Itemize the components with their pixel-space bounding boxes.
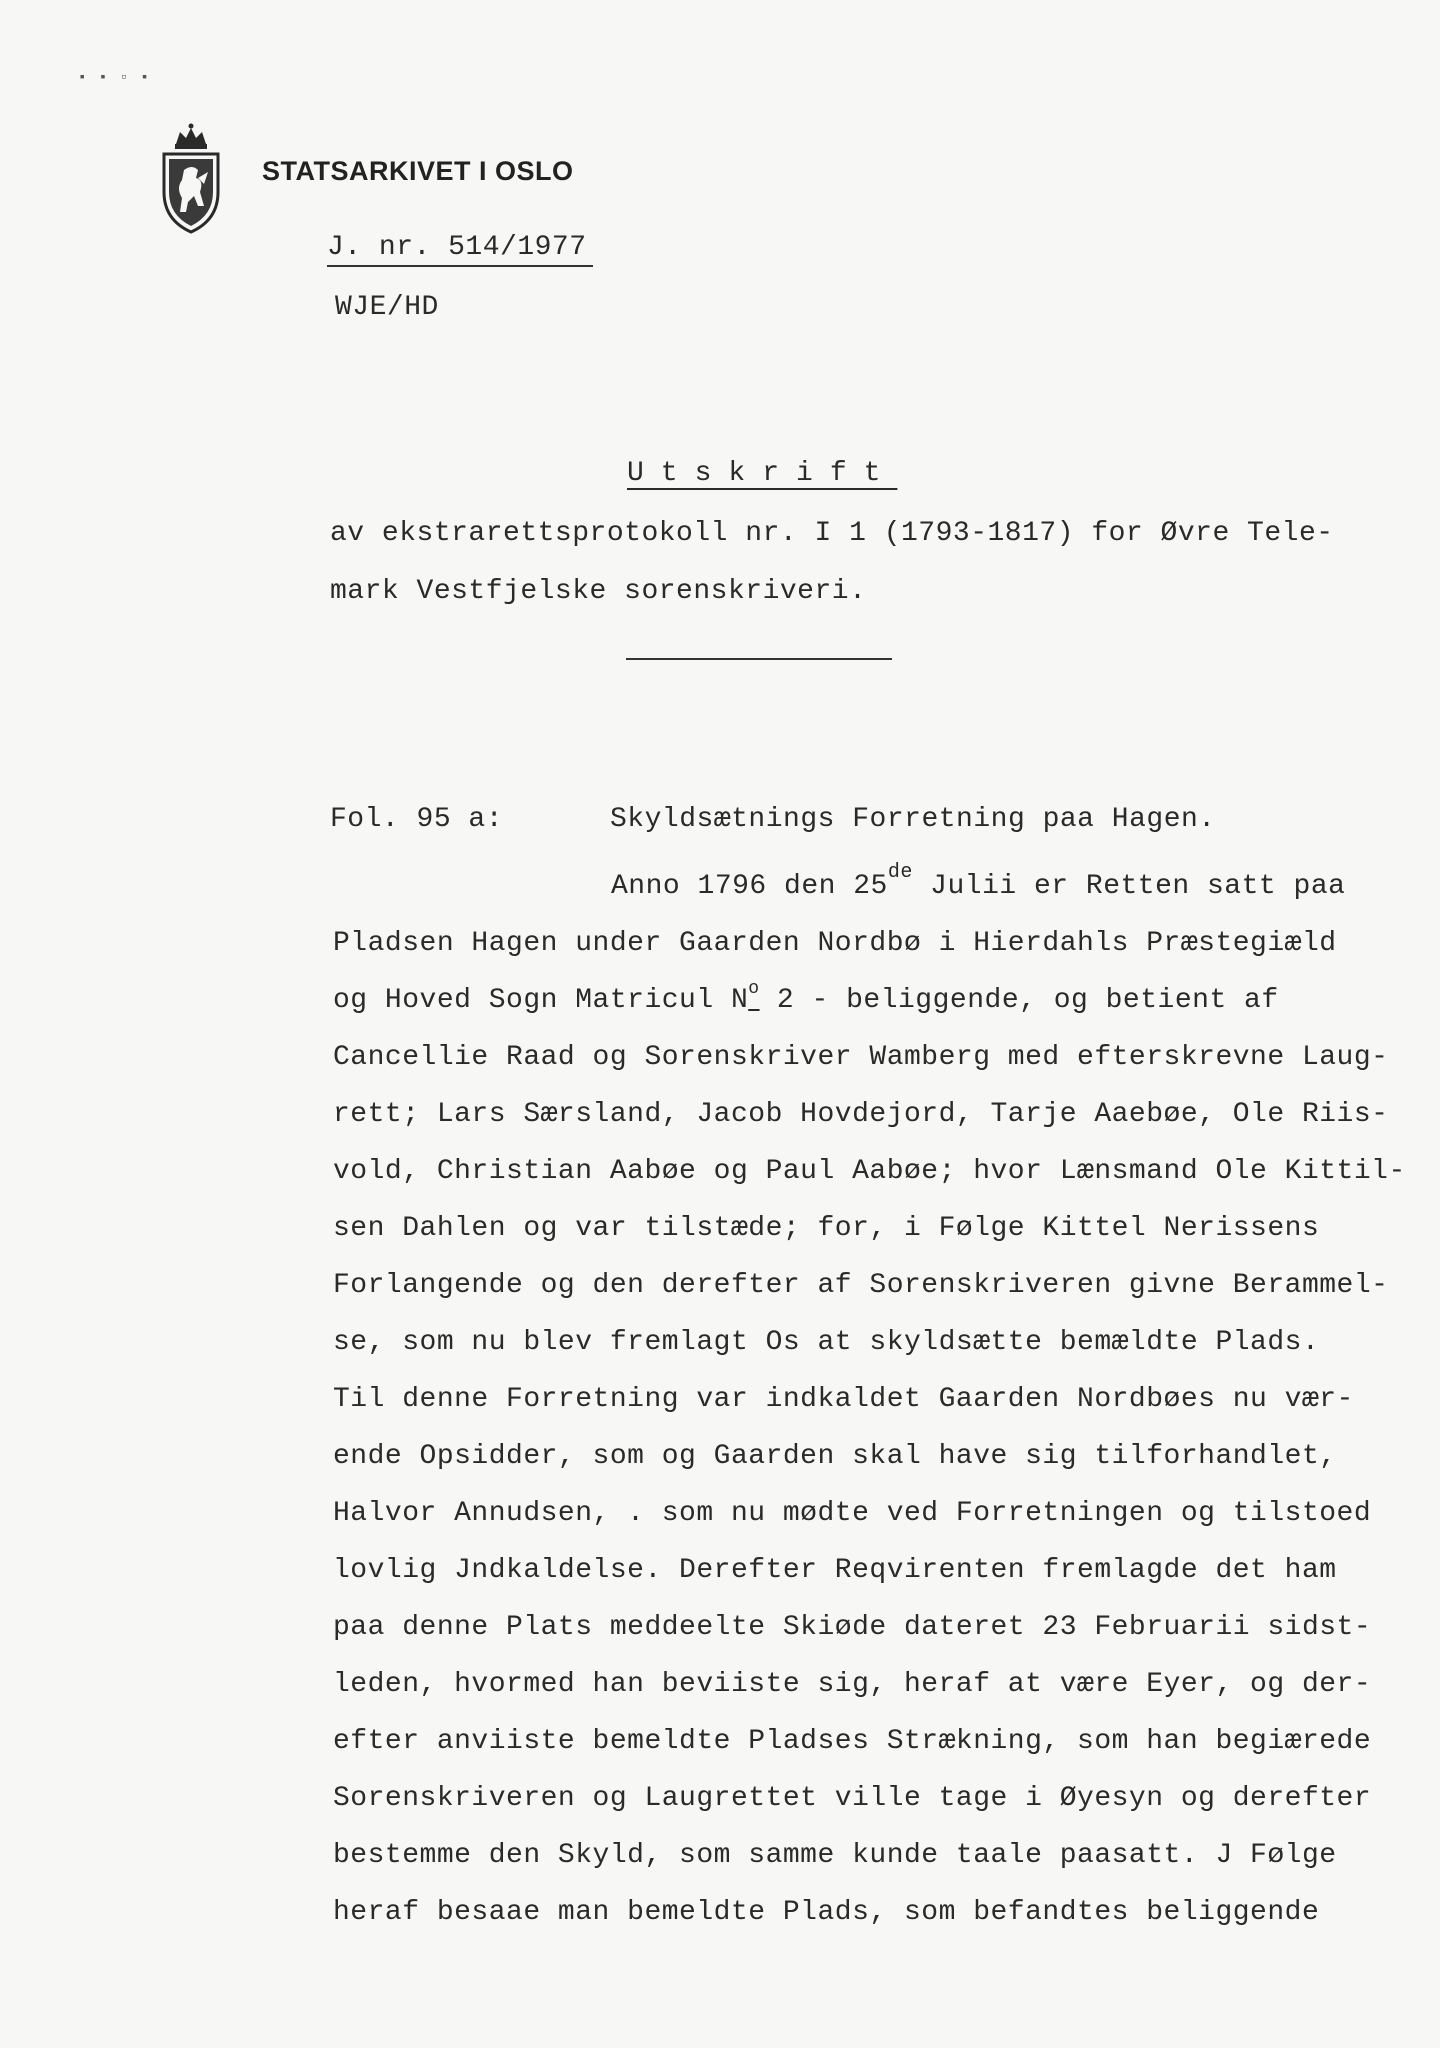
body-line: lovlig Jndkaldelse. Derefter Reqvirenten fremlagde det ham [333,1555,1337,1586]
superscript: o [748,979,760,999]
body-line: Til denne Forretning var indkaldet Gaarden Nordbøes nu vær- [333,1384,1354,1415]
body-line: heraf besaae man bemeldte Plads, som befandtes beliggende [333,1897,1320,1928]
body-line: sen Dahlen og var tilstæde; for, i Følge Kittel Nerissens [333,1213,1320,1244]
body-line: se, som nu blev fremlagt Os at skyldsætte bemældte Plads. [333,1327,1320,1358]
text-segment: Julii er Retten satt paa [912,871,1346,902]
text-segment: 2 - beliggende, og betient af [759,985,1279,1016]
body-line: rett; Lars Særsland, Jacob Hovdejord, Tarje Aaebøe, Ole Riis- [333,1099,1389,1130]
initials: WJE/HD [335,292,439,323]
body-line: ende Opsidder, som og Gaarden skal have sig tilforhandlet, [333,1441,1337,1472]
document-title: Utskrift [627,458,898,489]
coat-of-arms-icon [158,122,224,234]
intro-line-1: av ekstrarettsprotokoll nr. I 1 (1793-1817) for Øvre Tele- [330,518,1334,549]
separator-rule [626,658,892,660]
body-line: Pladsen Hagen under Gaarden Nordbø i Hierdahls Præstegiæld [333,928,1337,959]
body-line: vold, Christian Aabøe og Paul Aabøe; hvor Lænsmand Ole Kittil- [333,1156,1406,1187]
body-line [333,972,1413,1029]
journal-number: J. nr. 514/1977 [327,232,593,267]
text-segment: og Hoved Sogn Matricul N [333,985,749,1016]
body-line [333,858,1413,915]
document-body [333,858,1413,1941]
folio-heading: Skyldsætnings Forretning paa Hagen. [610,804,1216,835]
body-line: bestemme den Skyld, som samme kunde taale paasatt. J Følge [333,1840,1337,1871]
intro-line-2: mark Vestfjelske sorenskriveri. [330,576,867,607]
body-line: Halvor Annudsen, . som nu mødte ved Forretningen og tilstoed [333,1498,1372,1529]
text-segment: Anno 1796 den 25 [611,871,888,902]
body-line: Sorenskriveren og Laugrettet ville tage i Øyesyn og derefter [333,1783,1372,1814]
body-line: efter anviiste bemeldte Pladses Strækning, som han begiærede [333,1726,1372,1757]
institution-name: STATSARKIVET I OSLO [262,156,574,186]
body-line: Cancellie Raad og Sorenskriver Wamberg med efterskrevne Laug- [333,1042,1389,1073]
body-line: leden, hvormed han beviiste sig, heraf at være Eyer, og der- [333,1669,1372,1700]
body-line: paa denne Plats meddeelte Skiøde dateret 23 Februarii sidst- [333,1612,1372,1643]
superscript: de [887,861,913,884]
folio-label: Fol. 95 a: [330,804,504,835]
body-line: Forlangende og den derefter af Sorenskriveren givne Berammel- [333,1270,1389,1301]
corner-mark: ▪ ▪ ▫ ▪ [78,70,151,86]
